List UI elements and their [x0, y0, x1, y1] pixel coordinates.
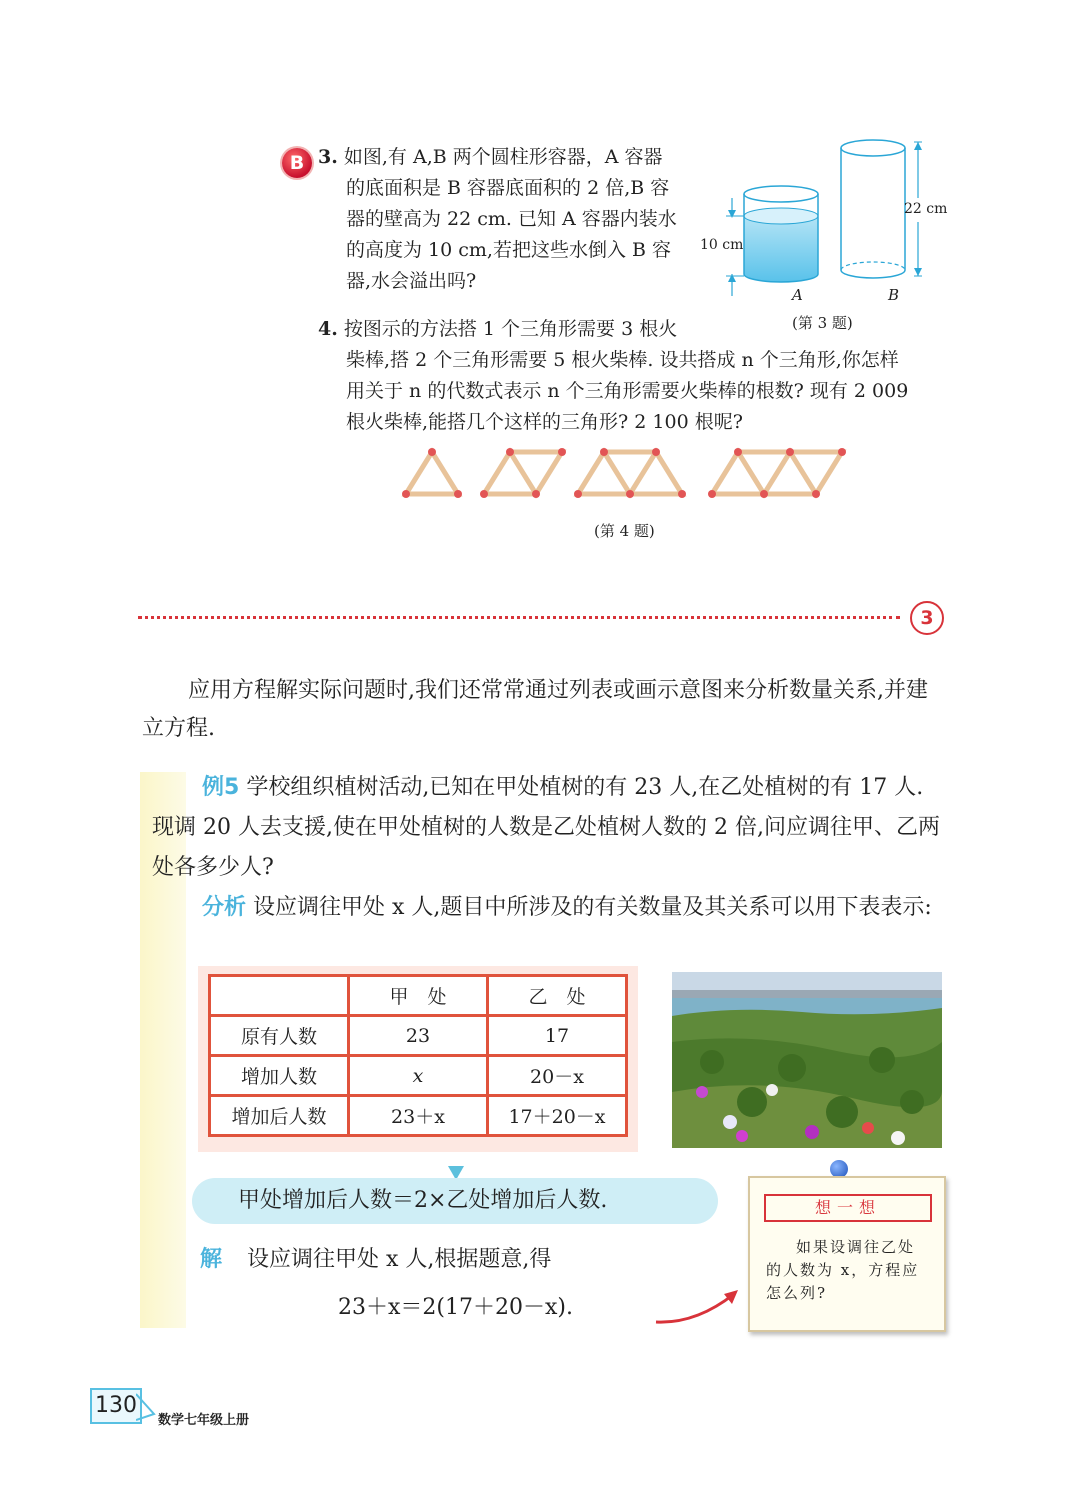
example-text: 学校组织植树活动,已知在甲处植树的有 23 人,在乙处植树的有 17 人. 现调 20 人去支援,使在甲处植树的人数是乙处植树人数的 2 倍,问应调往甲、乙两处各多少人?: [152, 775, 940, 880]
data-table-frame: [198, 966, 638, 1152]
table-header-row: [210, 976, 627, 1016]
example-5: [152, 768, 948, 928]
note-text: 如果设调往乙处的人数为 x，方程应怎么列?: [766, 1238, 920, 1302]
problem-3-line-2: 的底面积是 B 容器底面积的 2 倍,B 容: [346, 177, 670, 199]
book-title: 数学七年级上册: [158, 1413, 250, 1428]
problem-3: [318, 142, 698, 297]
problem-3-line-1: 如图,有 A,B 两个圆柱形容器，A 容器: [343, 146, 663, 168]
table-cell: 增加后人数: [210, 1096, 349, 1136]
cylinders-figure: [696, 136, 956, 306]
analysis-text: 设应调往甲处 x 人,题目中所涉及的有关数量及其关系可以用下表表示:: [253, 895, 932, 920]
problem-3-line-5: 器,水会溢出吗?: [346, 270, 477, 292]
curved-arrow-icon: [652, 1286, 744, 1330]
solution-label: 解: [200, 1247, 223, 1272]
section-number: 3: [910, 601, 944, 635]
table-row: [210, 1016, 627, 1056]
solution: [200, 1240, 760, 1280]
example-label: 例5: [202, 775, 240, 800]
problem-4-line-3: 用关于 n 的代数式表示 n 个三角形需要火柴棒的根数? 现有 2 009: [346, 380, 909, 402]
page-tab-icon: [136, 1392, 160, 1422]
table-header-cell: 甲 处: [349, 976, 488, 1016]
problem-3-number: 3.: [318, 146, 338, 168]
intro-paragraph: 应用方程解实际问题时,我们还常常通过列表或画示意图来分析数量关系,并建立方程.: [142, 678, 928, 741]
tree-planting-photo: [672, 972, 942, 1148]
problem-4-line-4: 根火柴棒,能搭几个这样的三角形? 2 100 根呢?: [346, 411, 743, 433]
problem-4: [318, 314, 958, 438]
table-cell: x: [349, 1056, 488, 1096]
note-title: 想一想: [764, 1194, 932, 1222]
problem-4-line-1: 按图示的方法搭 1 个三角形需要 3 根火: [343, 318, 678, 340]
solution-text: 设应调往甲处 x 人,根据题意,得: [247, 1247, 552, 1272]
matchstick-triangles-figure: [396, 444, 856, 504]
table-row: [210, 1096, 627, 1136]
label-container-a: A: [792, 286, 803, 304]
table-cell: 17: [488, 1016, 627, 1056]
table-header-cell: 乙 处: [488, 976, 627, 1016]
table-row: [210, 1056, 627, 1096]
label-container-b: B: [888, 286, 900, 304]
relation-bubble: 甲处增加后人数＝2×乙处增加后人数.: [192, 1178, 718, 1224]
table-cell: 增加人数: [210, 1056, 349, 1096]
problem-4-number: 4.: [318, 318, 338, 340]
section-divider: [138, 616, 900, 619]
container-a: [744, 186, 818, 282]
label-10cm: 10 cm: [700, 237, 744, 253]
problem-3-line-4: 的高度为 10 cm,若把这些水倒入 B 容: [346, 239, 671, 261]
problem-4-line-2: 柴棒,搭 2 个三角形需要 5 根火柴棒. 设共搭成 n 个三角形,你怎样: [346, 349, 899, 371]
figure-3-caption: (第 3 题): [792, 314, 853, 332]
problem-3-line-3: 器的壁高为 22 cm. 已知 A 容器内装水: [346, 208, 677, 230]
data-table: [208, 974, 628, 1137]
table-header-cell: [210, 976, 349, 1016]
table-cell: 原有人数: [210, 1016, 349, 1056]
analysis-label: 分析: [202, 895, 247, 920]
table-cell: 23: [349, 1016, 488, 1056]
table-cell: 17＋20－x: [488, 1096, 627, 1136]
figure-4-caption: (第 4 题): [594, 522, 655, 540]
equation: 23＋x＝2(17＋20－x).: [338, 1295, 573, 1320]
container-b: [841, 140, 905, 278]
difficulty-badge-b: B: [282, 148, 312, 178]
label-22cm: 22 cm: [904, 201, 948, 217]
think-note-card: [748, 1176, 946, 1332]
page-number: 130: [90, 1388, 142, 1424]
table-cell: 20－x: [488, 1056, 627, 1096]
table-cell: 23＋x: [349, 1096, 488, 1136]
